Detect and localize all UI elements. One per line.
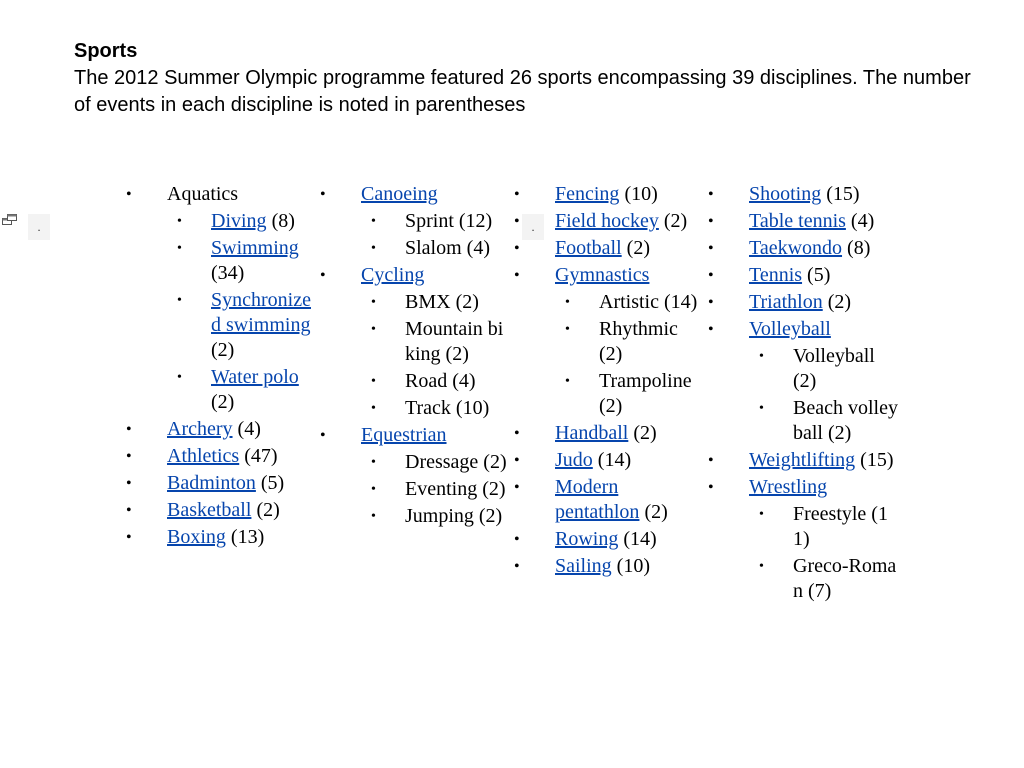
sport-link-shooting[interactable]: Shooting (749, 183, 822, 205)
list-item (514, 554, 704, 579)
event-count: (4) (845, 210, 875, 232)
discipline-item (749, 554, 898, 604)
event-count: (2) (621, 237, 650, 259)
list-item (320, 423, 510, 529)
discipline-item (361, 317, 510, 367)
sport-link-volleyball-2: Volleyball (2) (793, 345, 875, 392)
discipline-item (361, 450, 510, 475)
list-item (708, 475, 898, 604)
event-count: (10) (611, 555, 650, 577)
discipline-item (361, 477, 510, 502)
discipline-item (167, 209, 316, 234)
list-item (514, 527, 704, 552)
discipline-item (361, 504, 510, 529)
sport-link-table-tennis[interactable]: Table tennis (749, 210, 846, 232)
list-item (514, 236, 704, 261)
sport-link-handball[interactable]: Handball (555, 422, 629, 444)
list-item (126, 182, 316, 415)
sport-link-football[interactable]: Football (555, 237, 622, 259)
sport-link-cycling[interactable]: Cycling (361, 264, 425, 286)
event-count: (10) (619, 183, 658, 205)
discipline-item (749, 396, 898, 446)
event-count: (47) (239, 445, 278, 467)
discipline-item (555, 317, 704, 367)
sports-column-2 (320, 182, 510, 531)
event-count: (2) (211, 391, 235, 413)
discipline-list (361, 209, 510, 261)
discipline-list (361, 290, 510, 421)
list-item (320, 263, 510, 421)
discipline-item (361, 236, 510, 261)
sport-link-modern-pentathlon[interactable]: Modern pentathlon (555, 476, 640, 523)
event-count: (15) (855, 449, 894, 471)
sport-link-triathlon[interactable]: Triathlon (749, 291, 823, 313)
discipline-list (555, 290, 704, 419)
sports-list (514, 182, 704, 579)
list-item (708, 448, 898, 473)
sport-link-wrestling[interactable]: Wrestling (749, 476, 828, 498)
sport-link-badminton[interactable]: Badminton (167, 472, 256, 494)
list-item (126, 525, 316, 550)
event-count: (5) (255, 472, 285, 494)
discipline-list (361, 450, 510, 529)
sport-link-athletics[interactable]: Athletics (167, 445, 240, 467)
sports-column-4 (708, 182, 898, 606)
event-count: (2) (658, 210, 688, 232)
sport-link-eventing-2: Eventing (2) (405, 478, 506, 500)
list-item (126, 471, 316, 496)
list-item (708, 236, 898, 261)
sport-link-judo[interactable]: Judo (555, 449, 593, 471)
sport-link-freestyle-11: Freestyle (11) (793, 503, 888, 550)
discipline-list (167, 209, 316, 415)
list-item (708, 317, 898, 446)
event-count: (2) (251, 499, 280, 521)
event-count: (14) (618, 528, 657, 550)
discipline-item (749, 344, 898, 394)
sport-link-road-4: Road (4) (405, 370, 476, 392)
sport-link-weightlifting[interactable]: Weightlifting (749, 449, 856, 471)
sport-link-jumping-2: Jumping (2) (405, 505, 503, 527)
event-count: (2) (211, 339, 235, 361)
list-item (514, 263, 704, 419)
sport-link-tennis[interactable]: Tennis (749, 264, 803, 286)
event-count: (2) (628, 422, 657, 444)
side-marker-1[interactable]: . (28, 214, 50, 240)
sports-list (320, 182, 510, 529)
list-item (708, 290, 898, 315)
event-count: (4) (232, 418, 261, 440)
sport-link-trampoline-2: Trampoline (2) (599, 370, 692, 417)
sport-link-taekwondo[interactable]: Taekwondo (749, 237, 843, 259)
discipline-item (167, 365, 316, 415)
event-count: (2) (639, 501, 668, 523)
sport-link-swimming[interactable]: Swimming (211, 237, 299, 259)
sport-link-aquatics: Aquatics (167, 183, 239, 205)
discipline-item (361, 209, 510, 234)
sport-link-bmx-2: BMX (2) (405, 291, 479, 313)
sport-link-canoeing[interactable]: Canoeing (361, 183, 438, 205)
sport-link-track-10: Track (10) (405, 397, 490, 419)
discipline-item (167, 288, 316, 363)
sport-link-water-polo[interactable]: Water polo (211, 366, 299, 388)
discipline-item (749, 502, 898, 552)
sport-link-diving[interactable]: Diving (211, 210, 267, 232)
sport-link-equestrian[interactable]: Equestrian (361, 424, 447, 446)
windows-icon[interactable] (2, 214, 18, 226)
discipline-list (749, 344, 898, 446)
header (74, 38, 974, 119)
discipline-item (555, 290, 704, 315)
list-item (514, 182, 704, 207)
event-count: (34) (211, 262, 245, 284)
event-count: (14) (592, 449, 632, 471)
event-count: (5) (802, 264, 831, 286)
sport-link-basketball[interactable]: Basketball (167, 499, 252, 521)
sport-link-rowing[interactable]: Rowing (555, 528, 619, 550)
sport-link-artistic-14: Artistic (14) (599, 291, 698, 313)
sport-link-greco-roman-7: Greco-Roman (7) (793, 555, 897, 602)
sport-link-field-hockey[interactable]: Field hockey (555, 210, 659, 232)
sport-link-rhythmic-2: Rhythmic (2) (599, 318, 678, 365)
event-count: (8) (842, 237, 871, 259)
page-title: Sports (74, 40, 138, 62)
list-item (708, 182, 898, 207)
list-item (514, 209, 704, 234)
list-item (514, 475, 704, 525)
sports-column-3 (514, 182, 704, 581)
list-item (126, 417, 316, 442)
list-item (514, 448, 704, 473)
sport-link-slalom-4: Slalom (4) (405, 237, 490, 259)
sport-link-beach-volleyball-2: Beach volleyball (2) (793, 397, 898, 444)
discipline-item (167, 236, 316, 286)
sport-link-gymnastics[interactable]: Gymnastics (555, 264, 650, 286)
discipline-item (361, 290, 510, 315)
sport-link-archery[interactable]: Archery (167, 418, 233, 440)
discipline-item (555, 369, 704, 419)
discipline-item (361, 396, 510, 421)
list-item (126, 498, 316, 523)
event-count: (8) (266, 210, 295, 232)
sports-column-1 (126, 182, 316, 552)
discipline-list (749, 502, 898, 604)
list-item (514, 421, 704, 446)
sports-list (126, 182, 316, 550)
sport-link-boxing[interactable]: Boxing (167, 526, 226, 548)
sport-link-sprint-12: Sprint (12) (405, 210, 493, 232)
sport-link-fencing[interactable]: Fencing (555, 183, 620, 205)
sport-link-mountain-biking-2: Mountain biking (2) (405, 318, 504, 365)
list-item (320, 182, 510, 261)
side-marker-2[interactable]: . (522, 214, 544, 240)
event-count: (15) (821, 183, 860, 205)
event-count: (13) (225, 526, 265, 548)
sport-link-dressage-2: Dressage (2) (405, 451, 507, 473)
sport-link-volleyball[interactable]: Volleyball (749, 318, 831, 340)
list-item (126, 444, 316, 469)
sport-link-sailing[interactable]: Sailing (555, 555, 612, 577)
list-item (708, 209, 898, 234)
list-item (708, 263, 898, 288)
page-subtitle: The 2012 Summer Olympic programme featured 26 sports encompassing 39 disciplines. The number of events in each discipline is noted in parentheses (74, 67, 971, 116)
sports-list (708, 182, 898, 604)
event-count: (2) (822, 291, 852, 313)
discipline-item (361, 369, 510, 394)
sport-link-synchronized-swimming[interactable]: Synchronized swimming (211, 289, 311, 336)
